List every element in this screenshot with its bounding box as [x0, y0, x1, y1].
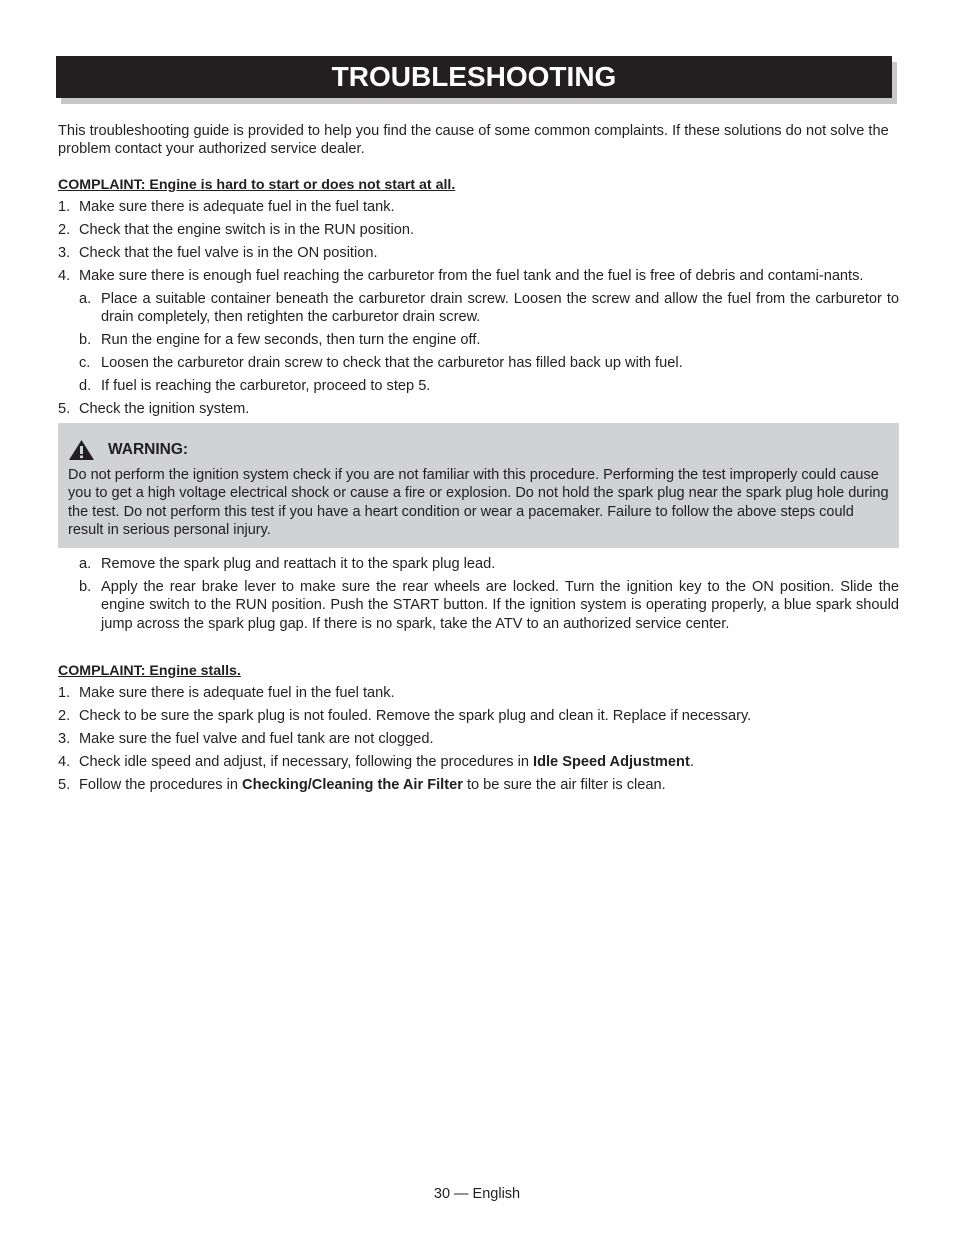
step-number: 1.: [58, 685, 71, 702]
step-text-pre: Follow the procedures in: [79, 776, 243, 793]
substep-item: [58, 555, 899, 573]
step-number: 5.: [58, 400, 71, 417]
step-number: 2.: [58, 222, 71, 239]
step-number: 1.: [58, 199, 71, 216]
substep-item: [58, 331, 899, 349]
step-number: 3.: [58, 730, 71, 747]
substep-item: [58, 578, 899, 633]
substeps: [58, 555, 899, 633]
step-number: 4.: [58, 267, 71, 284]
substep-text: Place a suitable container beneath the carburetor drain screw. Loosen the screw and allow the fuel from the carburetor to drain completely, then retighten the carburetor drain screw.: [101, 290, 899, 326]
step-number: 4.: [58, 753, 71, 770]
substep-text: Apply the rear brake lever to make sure the rear wheels are locked. Turn the ignition key to the ON position. Slide the engine switch to the RUN position. Push the START button. If the ignition system is operating properly, a blue spark should jump across the spark plug gap. If there is no spark, take the ATV to an authorized service center.: [101, 579, 899, 632]
step-item: [58, 753, 899, 771]
step-text: Check to be sure the spark plug is not fouled. Remove the spark plug and clean it. Replace if necessary.: [79, 708, 752, 725]
complaint-heading: COMPLAINT: Engine is hard to start or does not start at all.: [58, 176, 456, 193]
step-number: 2.: [58, 708, 71, 725]
section-reference: Idle Speed Adjustment: [533, 753, 690, 770]
step-item: [58, 198, 899, 216]
page-footer: 30 — English: [433, 1186, 521, 1202]
substep-text: If fuel is reaching the carburetor, proceed to step 5.: [101, 377, 431, 394]
substep-letter: d.: [79, 377, 92, 394]
step-item: [58, 267, 899, 285]
step-number: 5.: [58, 776, 71, 793]
page-title: TROUBLESHOOTING: [56, 56, 892, 98]
complaint-steps: [58, 400, 899, 418]
warning-header: [68, 439, 889, 461]
step-text: Make sure there is enough fuel reaching the carburetor from the fuel tank and the fuel is free of debris and contami-nants.: [79, 267, 864, 284]
section-reference: Checking/Cleaning the Air Filter: [242, 776, 463, 793]
main-content: [58, 122, 899, 799]
step-item: [58, 730, 899, 748]
warning-text: Do not perform the ignition system check if you are not familiar with this procedure. Performing the test improperly could cause you to get a high voltage electrical shock or cause a fire or explosion. Do not hold the spark plug near the spark plug hole during the test. Do not perform this test if you have a heart condition or wear a pacemaker. Failure to follow the above steps could result in serious personal injury.: [68, 467, 889, 538]
step-text: Check that the fuel valve is in the ON position.: [79, 245, 378, 262]
substep-letter: a.: [79, 290, 92, 307]
complaint-heading: COMPLAINT: Engine stalls.: [58, 662, 241, 679]
substep-letter: a.: [79, 556, 92, 573]
substep-item: [58, 290, 899, 327]
step-item: [58, 244, 899, 262]
warning-triangle-icon: [68, 439, 95, 461]
warning-box: [58, 423, 899, 548]
warning-label: WARNING:: [108, 441, 189, 459]
step-number: 3.: [58, 245, 71, 262]
substep-item: [58, 377, 899, 395]
substep-letter: b.: [79, 332, 92, 349]
step-text-pre: Check idle speed and adjust, if necessary, following the procedures in: [79, 753, 534, 770]
step-text: Check that the engine switch is in the RUN position.: [79, 222, 415, 239]
step-item: [58, 707, 899, 725]
substep-text: Remove the spark plug and reattach it to the spark plug lead.: [101, 556, 496, 573]
step-text: Check the ignition system.: [79, 400, 250, 417]
complaint-steps: [58, 684, 899, 794]
step-item: [58, 400, 899, 418]
step-item: [58, 776, 899, 794]
substep-item: [58, 354, 899, 372]
step-text-post: .: [689, 753, 694, 770]
step-text: Make sure there is adequate fuel in the fuel tank.: [79, 685, 395, 702]
substep-text: Loosen the carburetor drain screw to check that the carburetor has filled back up with fuel.: [101, 355, 683, 372]
complaint-steps: [58, 198, 899, 285]
step-text: Make sure there is adequate fuel in the fuel tank.: [79, 199, 395, 216]
substep-letter: c.: [79, 355, 91, 372]
step-item: [58, 684, 899, 702]
page-title-block: [56, 56, 896, 104]
step-item: [58, 221, 899, 239]
step-text-post: to be sure the air filter is clean.: [462, 776, 666, 793]
step-text: Make sure the fuel valve and fuel tank are not clogged.: [79, 730, 434, 747]
substep-letter: b.: [79, 579, 92, 595]
substep-text: Run the engine for a few seconds, then turn the engine off.: [101, 332, 481, 349]
substeps: [58, 290, 899, 396]
intro-paragraph: This troubleshooting guide is provided to help you find the cause of some common complaints. If these solutions do not solve the problem contact your authorized service dealer.: [58, 123, 889, 158]
